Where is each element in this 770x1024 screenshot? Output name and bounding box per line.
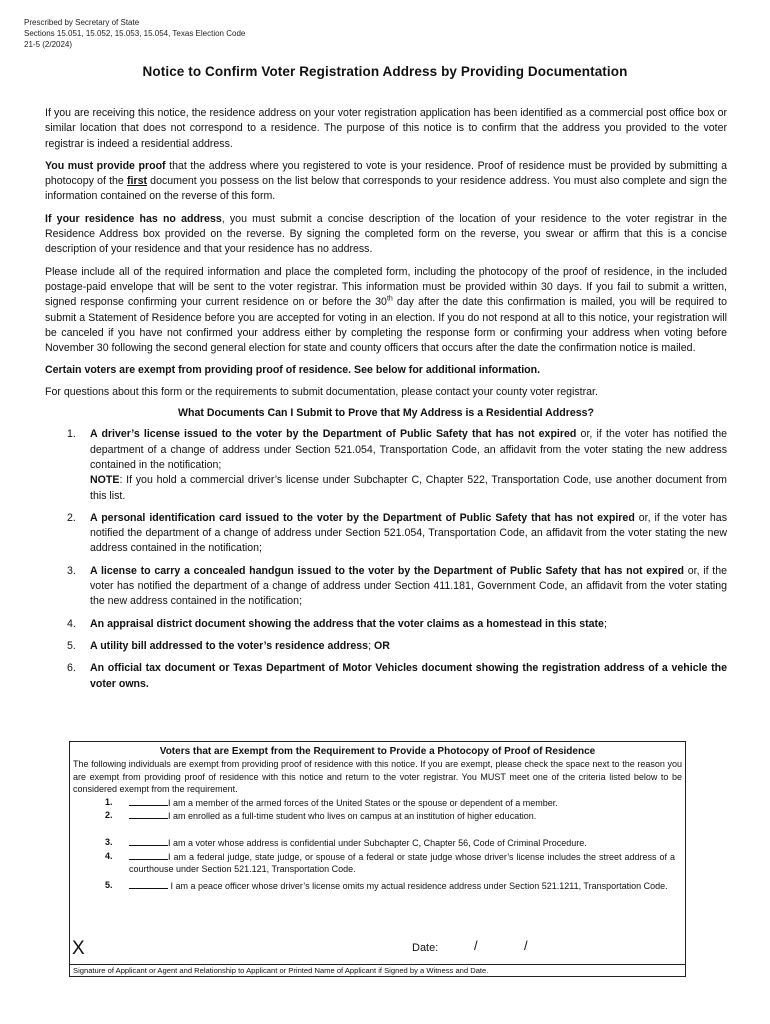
signature-row bbox=[70, 938, 685, 964]
exemption-intro: The following individuals are exempt from providing proof of residence with this notice. If you are exempt, please check the space next to the reason you are exempt from providing proof of residence with this notice and return to the voter registrar. You MUST meet one of the criteria listed below to be considered exempt from the requirement. bbox=[73, 759, 682, 795]
signature-caption: Signature of Applicant or Agent and Relationship to Applicant or Printed Name of Applicant if Signed by a Witness and Date. bbox=[70, 964, 685, 976]
documents-list bbox=[45, 427, 727, 691]
document-item bbox=[45, 639, 727, 654]
criterion-check-blank[interactable] bbox=[129, 796, 168, 806]
header-sections: Sections 15.051, 15.052, 15.053, 15.054, Texas Election Code bbox=[24, 29, 246, 38]
note-text: : If you hold a commercial driver’s license under Subchapter C, Chapter 522, Transportation Code, use another document from this list. bbox=[90, 474, 727, 502]
date-slash: / bbox=[524, 938, 528, 953]
document-text: or, if the voter has notified the department of a change of address under Section 411.181, Government Code, an affidavit from the voter stating the new address contained in the notification; bbox=[90, 564, 727, 608]
proof-bold: You must provide proof bbox=[45, 159, 166, 172]
document-bold: A license to carry a concealed handgun issued to the voter by the Department of Public Safety that has not expired bbox=[90, 564, 684, 577]
header-form-number: 21-5 (2/2024) bbox=[24, 40, 73, 49]
document-number: 1. bbox=[67, 428, 76, 441]
proof-paragraph bbox=[45, 159, 727, 205]
document-bold: A utility bill addressed to the voter’s residence address bbox=[90, 639, 369, 652]
signature-x-mark[interactable]: X bbox=[72, 938, 85, 959]
document-bold: An appraisal district document showing the address that the voter claims as a homestead in this state bbox=[90, 617, 604, 630]
document-text: ; bbox=[368, 639, 374, 652]
document-bold: A driver’s license issued to the voter by the Department of Public Safety that has not expired bbox=[90, 428, 577, 441]
include-text-a: Please include all of the required information and place the completed form, including the photocopy of the proof of residence, in the included postage-paid envelope that will be sent to the voter registrar. This information must be provided within 30 days. If you fail to submit a written, signed response confirming your current residence on or before the 30 bbox=[45, 265, 727, 309]
document-number: 5. bbox=[67, 639, 76, 652]
criterion-number: 5. bbox=[105, 879, 113, 890]
document-item bbox=[45, 564, 727, 610]
criterion-text: I am a federal judge, state judge, or spouse of a federal or state judge whose driver’s license includes the street address of a courthouse under Section 521.121, Transportation Code. bbox=[129, 851, 675, 875]
exemption-title: Voters that are Exempt from the Requirement to Provide a Photocopy of Proof of Residence bbox=[159, 746, 596, 757]
document-bold: An official tax document or Texas Department of Motor Vehicles document showing the registration address of a vehicle the voter owns. bbox=[90, 662, 727, 690]
criterion-number: 2. bbox=[105, 810, 113, 821]
header-prescribed: Prescribed by Secretary of State bbox=[24, 18, 140, 27]
no-address-paragraph bbox=[45, 212, 727, 258]
include-text-b: day after the date this confirmation is mailed, you will be required to submit a Statement of Residence before you are accepted for voting in an election. If you do not respond at all to this notice, your registration will be canceled if you have not confirmed your address either by completing the response form or confirming your address when voting before November 30 following the second general election for state and county officers that occurs after the date the confirmation notice is mailed. bbox=[45, 296, 727, 355]
exemption-criterion-3 bbox=[70, 836, 675, 850]
documents-heading: What Documents Can I Submit to Prove that My Address is a Residential Address? bbox=[178, 407, 594, 420]
criterion-number: 1. bbox=[105, 796, 113, 807]
document-text: ; bbox=[603, 617, 607, 630]
exempt-note: Certain voters are exempt from providing proof of residence. See below for additional information. bbox=[45, 364, 541, 377]
criterion-number: 3. bbox=[105, 836, 113, 847]
criterion-text: I am a voter whose address is confidential under Subchapter C, Chapter 56, Code of Criminal Procedure. bbox=[168, 837, 587, 848]
date-label: Date: bbox=[412, 942, 439, 954]
page-title: Notice to Confirm Voter Registration Address by Providing Documentation bbox=[142, 64, 628, 79]
document-number: 4. bbox=[67, 617, 76, 630]
criterion-text: I am a peace officer whose driver’s license omits my actual residence address under Section 521.1211, Transportation Code. bbox=[170, 880, 668, 891]
criterion-check-blank[interactable] bbox=[129, 809, 168, 819]
include-paragraph bbox=[45, 265, 727, 357]
document-text: or, if the voter has notified the department of a change of address under Section 521.054, Transportation Code, an affidavit from the voter stating the new address contained in the notification; bbox=[90, 428, 727, 471]
exemption-criterion-4 bbox=[70, 850, 675, 876]
document-number: 6. bbox=[67, 662, 76, 675]
exemption-criterion-1 bbox=[70, 796, 675, 810]
criterion-check-blank[interactable] bbox=[129, 879, 168, 889]
document-number: 3. bbox=[67, 564, 76, 577]
document-number: 2. bbox=[67, 511, 76, 524]
proof-first: first bbox=[126, 175, 147, 188]
no-address-bold: If your residence has no address bbox=[45, 212, 222, 225]
document-item bbox=[45, 427, 727, 503]
document-note bbox=[90, 473, 727, 504]
document-or: OR bbox=[373, 639, 390, 652]
proof-text-b: document you possess on the list below that corresponds to your residence address. You must also complete and sign the information contained on the reverse of this form. bbox=[45, 175, 728, 203]
criterion-text: I am a member of the armed forces of the United States or the spouse or dependent of a member. bbox=[168, 797, 558, 808]
criterion-number: 4. bbox=[105, 850, 113, 861]
exemption-box bbox=[69, 741, 686, 977]
intro-paragraph: If you are receiving this notice, the residence address on your voter registration application has been identified as a commercial post office box or similar location that does not correspond to a residence. The purpose of this notice is to confirm that the address you provided to the voter registrar is indeed a residential address. bbox=[45, 107, 727, 150]
date-slash: / bbox=[474, 938, 478, 953]
proof-text-a: that the address where you registered to vote is your residence. Proof of residence must be provided by submitting a photocopy of the bbox=[45, 159, 727, 188]
note-label: NOTE bbox=[90, 474, 120, 487]
notice-body bbox=[45, 106, 727, 699]
exemption-criterion-5 bbox=[70, 879, 675, 893]
no-address-text: , you must submit a concise description of the location of your residence to the voter registrar in the Residence Address box provided on the reverse. By signing the completed form on the reverse, you swear or affirm that this is a concise description of your residence and that your residence has no address. bbox=[45, 212, 727, 256]
exemption-criterion-2 bbox=[70, 809, 675, 823]
include-sup: th bbox=[386, 295, 393, 303]
criterion-text: I am enrolled as a full-time student who lives on campus at an institution of higher education. bbox=[168, 811, 537, 822]
document-item bbox=[45, 511, 727, 557]
criterion-check-blank[interactable] bbox=[129, 850, 168, 860]
criterion-check-blank[interactable] bbox=[129, 836, 168, 846]
document-text: or, if the voter has notified the department of a change of address under Section 521.054, Transportation Code, an affidavit from the voter stating the new address contained in the notification; bbox=[90, 511, 727, 555]
form-header bbox=[24, 17, 245, 50]
questions-paragraph: For questions about this form or the requirements to submit documentation, please contact your county voter registrar. bbox=[45, 385, 598, 398]
document-item bbox=[45, 661, 727, 692]
document-item bbox=[45, 617, 727, 632]
document-bold: A personal identification card issued to the voter by the Department of Public Safety that has not expired bbox=[90, 511, 635, 524]
